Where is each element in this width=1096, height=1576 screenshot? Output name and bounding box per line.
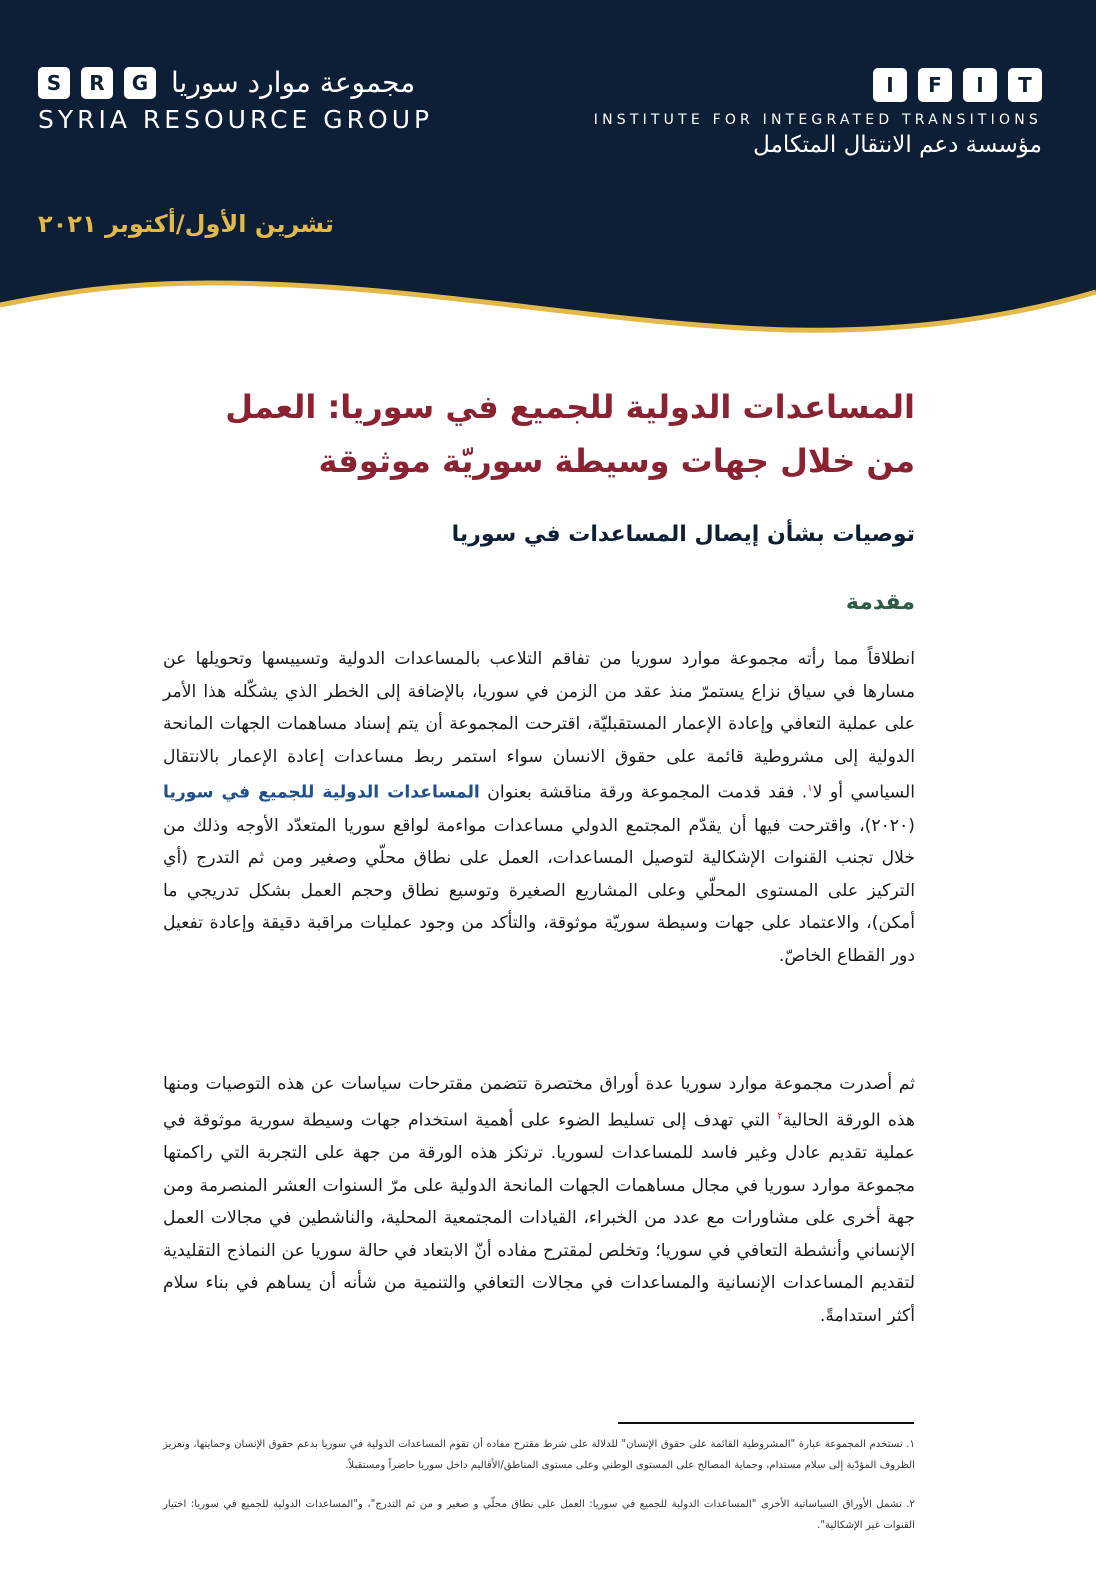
ifit-letter-i2: I: [963, 68, 997, 102]
footnote-divider: [618, 1422, 914, 1424]
footnote-1: ١. تستخدم المجموعة عبارة "المشروطية القائمة على حقوق الإنسان" للدلالة على شرط مقترح مفاده أن تقوم المساعدات الدولية في سوريا بدعم حقوق الإنسان وحمايتها، وتعزيز الظروف المؤدّية إلى سلام مستدام، وحماية المصالح على المستوى الوطني وعلى مستوى المناطق/الأقاليم داخل سوريا حاضراً ومستقبلاً.: [163, 1439, 915, 1471]
publication-date: تشرين الأول/أكتوبر ٢٠٢١: [38, 210, 334, 238]
ifit-letter-t: T: [1008, 68, 1042, 102]
ifit-letter-i: I: [873, 68, 907, 102]
paragraph-2: [163, 1068, 915, 1332]
ifit-english-name: INSTITUTE FOR INTEGRATED TRANSITIONS: [593, 112, 1042, 128]
srg-english-name: SYRIA RESOURCE GROUP: [38, 105, 434, 134]
section-heading-introduction: مقدمة: [845, 590, 915, 615]
footnote-ref-2[interactable]: ٢: [777, 1110, 783, 1122]
footnote-ref-1[interactable]: ١: [807, 783, 813, 795]
paragraph-2-text-b: التي تهدف إلى تسليط الضوء على أهمية استخدام جهات وسيطة سورية موثوقة في عملية تقديم عادل وغير فاسد للمساعدات لسوريا. ترتكز هذه الورقة من جهة على التجربة التي راكمتها مجموعة موارد سوريا في مجال مساهمات الجهات المانحة الدولية على مرّ السنوات العشر المنصرمة ومن جهة أخرى على مشاورات مع عدد من الخبراء، القيادات المجتمعية المحلية، والناشطين في مجالات العمل الإنساني وأنشطة التعافي في سوريا؛ وتخلص لمقترح مفاده أنّ الابتعاد في حالة سوريا عن النماذج التقليدية لتقديم المساعدات الإنسانية والمساعدات في مجالات التعافي والتنمية من شأنه أن يساهم في بناء سلام أكثر استدامةً.: [163, 1110, 915, 1326]
paragraph-1: [163, 643, 915, 973]
srg-logo: [38, 66, 438, 134]
document-title: [163, 380, 915, 488]
footnote-2: ٢. تشمل الأوراق السياساتية الأخرى "المساعدات الدولية للجميع في سوريا: العمل على نطاق محلّي و صغير و من ثم التدرج"، و"المساعدات الدولية للجميع في سوريا: اختيار القنوات غير الإشكالية".: [163, 1499, 915, 1531]
page-header: [0, 0, 1096, 340]
ifit-letter-f: F: [918, 68, 952, 102]
document-subtitle: توصيات بشأن إيصال المساعدات في سوريا: [451, 522, 915, 547]
paragraph-1-text-a: انطلاقاً مما رأته مجموعة موارد سوريا من تفاقم التلاعب بالمساعدات الدولية وتسييسها وتحويلها عن مسارها في سياق نزاع يستمرّ منذ عقد من الزمن في سوريا، بالإضافة إلى الخطر الذي يشكّله هذا الأمر على عملية التعافي وإعادة الإعمار المستقبليّة، اقترحت المجموعة أن يتم إسناد مساهمات الجهات المانحة الدولية إلى مشروطية قائمة على حقوق الانسان سواء استمر ربط مساعدات إعادة الإعمار بالانتقال السياسي أو لا: [163, 649, 915, 804]
discussion-paper-link[interactable]: المساعدات الدولية للجميع في سوريا: [163, 783, 480, 804]
title-line-1: المساعدات الدولية للجميع في سوريا: العمل: [225, 388, 915, 426]
srg-letter-g: G: [124, 67, 156, 99]
paragraph-1-text-b: . فقد قدمت المجموعة ورقة مناقشة بعنوان: [479, 783, 808, 804]
srg-letter-r: R: [81, 67, 113, 99]
ifit-logo: [562, 68, 1042, 158]
paragraph-1-text-c: (٢٠٢٠)، واقترحت فيها أن يقدّم المجتمع الدولي مساعدات مواءمة لواقع سوريا المتعدّد الأوجه وذلك من خلال تجنب القنوات الإشكالية لتوصيل المساعدات، العمل على نطاق محلّي وصغير ومن ثم التدرج (أي التركيز على المستوى المحلّي وعلى المشاريع الصغيرة وتوسيع نطاق وحجم العمل بشكل تدريجي ما أمكن)، والاعتماد على جهات وسيطة سوريّة موثوقة، والتأكد من وجود عمليات مراقبة دقيقة وإعادة تفعيل دور القطاع الخاصّ.: [163, 815, 915, 967]
srg-letter-s: S: [38, 67, 70, 99]
header-wave-background: [0, 0, 1096, 340]
ifit-arabic-name: مؤسسة دعم الانتقال المتكامل: [753, 132, 1042, 158]
title-line-2: من خلال جهات وسيطة سوريّة موثوقة: [318, 442, 915, 480]
srg-arabic-name: مجموعة موارد سوريا: [171, 66, 416, 99]
paragraph-2-text-a: ثم أصدرت مجموعة موارد سوريا عدة أوراق مختصرة تتضمن مقترحات سياسات عن هذه التوصيات ومنها هذه الورقة الحالية: [163, 1074, 915, 1131]
